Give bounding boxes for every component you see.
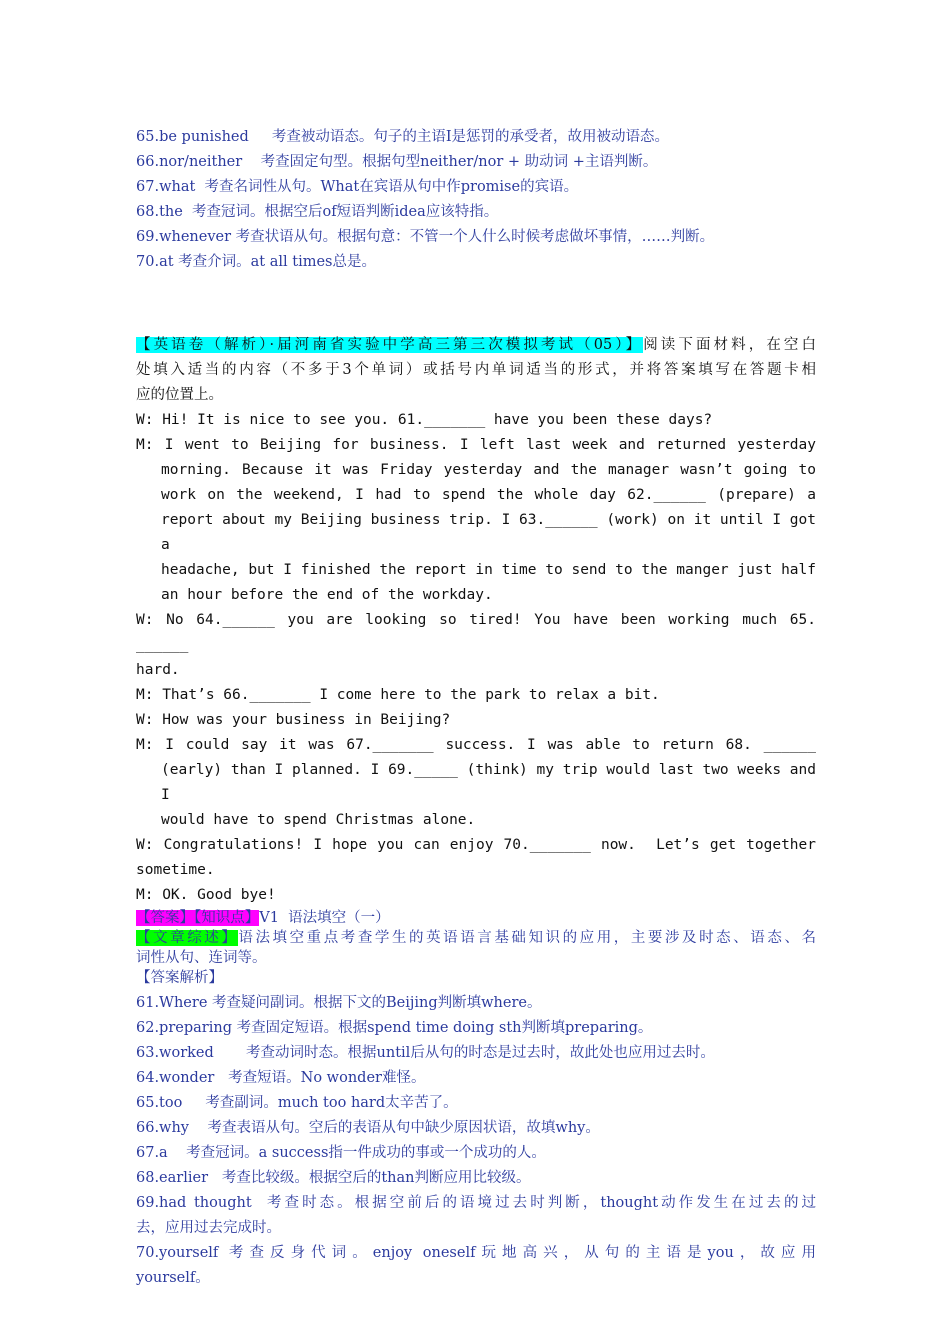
dialogue-line: headache, but I finished the report in time to send to the manger just half — [161, 562, 816, 578]
answer-item-70: 70.at 考查介词。at all times总是。 — [136, 254, 377, 270]
dialogue-line: morning. Because it was Friday yesterday and the manager wasn’t going to — [161, 462, 816, 478]
dialogue-line: M: OK. Good bye! — [136, 887, 276, 903]
first-answer-list — [136, 125, 816, 275]
dialogue-line: W: Congratulations! I hope you can enjoy 70._______ now. Let’s get together — [136, 837, 816, 853]
knowledge-point-tag: 【知识点】 — [194, 910, 260, 926]
answer-item-69: 69.had thought 考查时态。根据空前后的语境过去时判断，thought动作发生在过去的过 — [136, 1195, 816, 1211]
answer-item-65: 65.be punished 考查被动语态。句子的主语I是惩罚的承受者，故用被动语态。 — [136, 129, 670, 145]
answer-item-62: 62.preparing 考查固定短语。根据spend time doing sth判断填preparing。 — [136, 1020, 653, 1036]
dialogue-line: would have to spend Christmas alone. — [161, 812, 476, 828]
header-line-1: 【英语卷（解析）·届河南省实验中学高三第三次模拟考试（05）】阅读下面材料，在空白 — [136, 337, 816, 353]
answer-item-70: 70.yourself 考查反身代词。enjoy oneself玩地高兴，从句的主语是you，故应用 — [136, 1245, 816, 1261]
answer-item-67: 67.what 考查名词性从句。What在宾语从句中作promise的宾语。 — [136, 179, 579, 195]
answer-item-69: 69.whenever 考查状语从句。根据句意：不管一个人什么时候考虑做坏事情，……判断。 — [136, 229, 715, 245]
dialogue-line: W: How was your business in Beijing? — [136, 712, 451, 728]
dialogue — [136, 408, 825, 908]
dialogue-line: an hour before the end of the workday. — [161, 587, 493, 603]
answer-item-63: 63.worked 考查动词时态。根据until后从句的时态是过去时，故此处也应用过去时。 — [136, 1045, 715, 1061]
answer-item-70-cont: yourself。 — [136, 1270, 210, 1286]
dialogue-line: work on the weekend, I had to spend the whole day 62.______ (prepare) a — [161, 487, 816, 503]
answer-item-66: 66.why 考查表语从句。空后的表语从句中缺少原因状语，故填why。 — [136, 1120, 600, 1136]
dialogue-line: W: Hi! It is nice to see you. 61._______ have you been these days? — [136, 412, 713, 428]
dialogue-line: W: No 64.______ you are looking so tired! You have been working much 65. ______ — [136, 612, 825, 653]
answer-block — [136, 908, 816, 988]
answer-item-65: 65.too 考查副词。much too hard太辛苦了。 — [136, 1095, 458, 1111]
summary-tag: 【文章综述】 — [136, 930, 239, 946]
dialogue-line: sometime. — [136, 862, 215, 878]
dialogue-line: (early) than I planned. I 69._____ (think) my trip would last two weeks and I — [161, 762, 825, 803]
summary-line-2: 词性从句、连词等。 — [136, 950, 267, 966]
dialogue-line: report about my Beijing business trip. I 63.______ (work) on it until I got a — [161, 512, 825, 553]
answer-item-69-cont: 去，应用过去完成时。 — [136, 1220, 281, 1236]
document-page — [136, 125, 825, 1291]
analysis-tag: 【答案解析】 — [136, 970, 223, 986]
header-line-2: 处填入适当的内容（不多于3个单词）或括号内单词适当的形式，并将答案填写在答题卡相 — [136, 362, 816, 378]
answer-item-68: 68.the 考查冠词。根据空后of短语判断idea应该特指。 — [136, 204, 499, 220]
summary-line-1: 【文章综述】语法填空重点考查学生的英语语言基础知识的应用，主要涉及时态、语态、名 — [136, 930, 817, 946]
answer-item-68: 68.earlier 考查比较级。根据空后的than判断应用比较级。 — [136, 1170, 531, 1186]
dialogue-line: hard. — [136, 662, 180, 678]
knowledge-point-line: 【答案】【知识点】V1 语法填空（一） — [136, 910, 390, 926]
answer-item-64: 64.wonder 考查短语。No wonder难怪。 — [136, 1070, 426, 1086]
header-line-3: 应的位置上。 — [136, 387, 223, 403]
question-header — [136, 333, 816, 408]
dialogue-line: M: I went to Beijing for business. I left last week and returned yesterday — [136, 437, 816, 453]
answer-item-67: 67.a 考查冠词。a success指一件成功的事或一个成功的人。 — [136, 1145, 546, 1161]
source-highlight: 【英语卷（解析）·届河南省实验中学高三第三次模拟考试（05）】 — [136, 337, 644, 353]
dialogue-line: M: That’s 66._______ I come here to the park to relax a bit. — [136, 687, 660, 703]
second-answer-list — [136, 991, 816, 1291]
dialogue-line: M: I could say it was 67._______ success. I was able to return 68. ______ — [136, 737, 816, 753]
answer-item-61: 61.Where 考查疑问副词。根据下文的Beijing判断填where。 — [136, 995, 542, 1011]
answer-item-66: 66.nor/neither 考查固定句型。根据句型neither/nor + 助动词 +主语判断。 — [136, 154, 658, 170]
answer-tag: 【答案】 — [136, 910, 194, 926]
